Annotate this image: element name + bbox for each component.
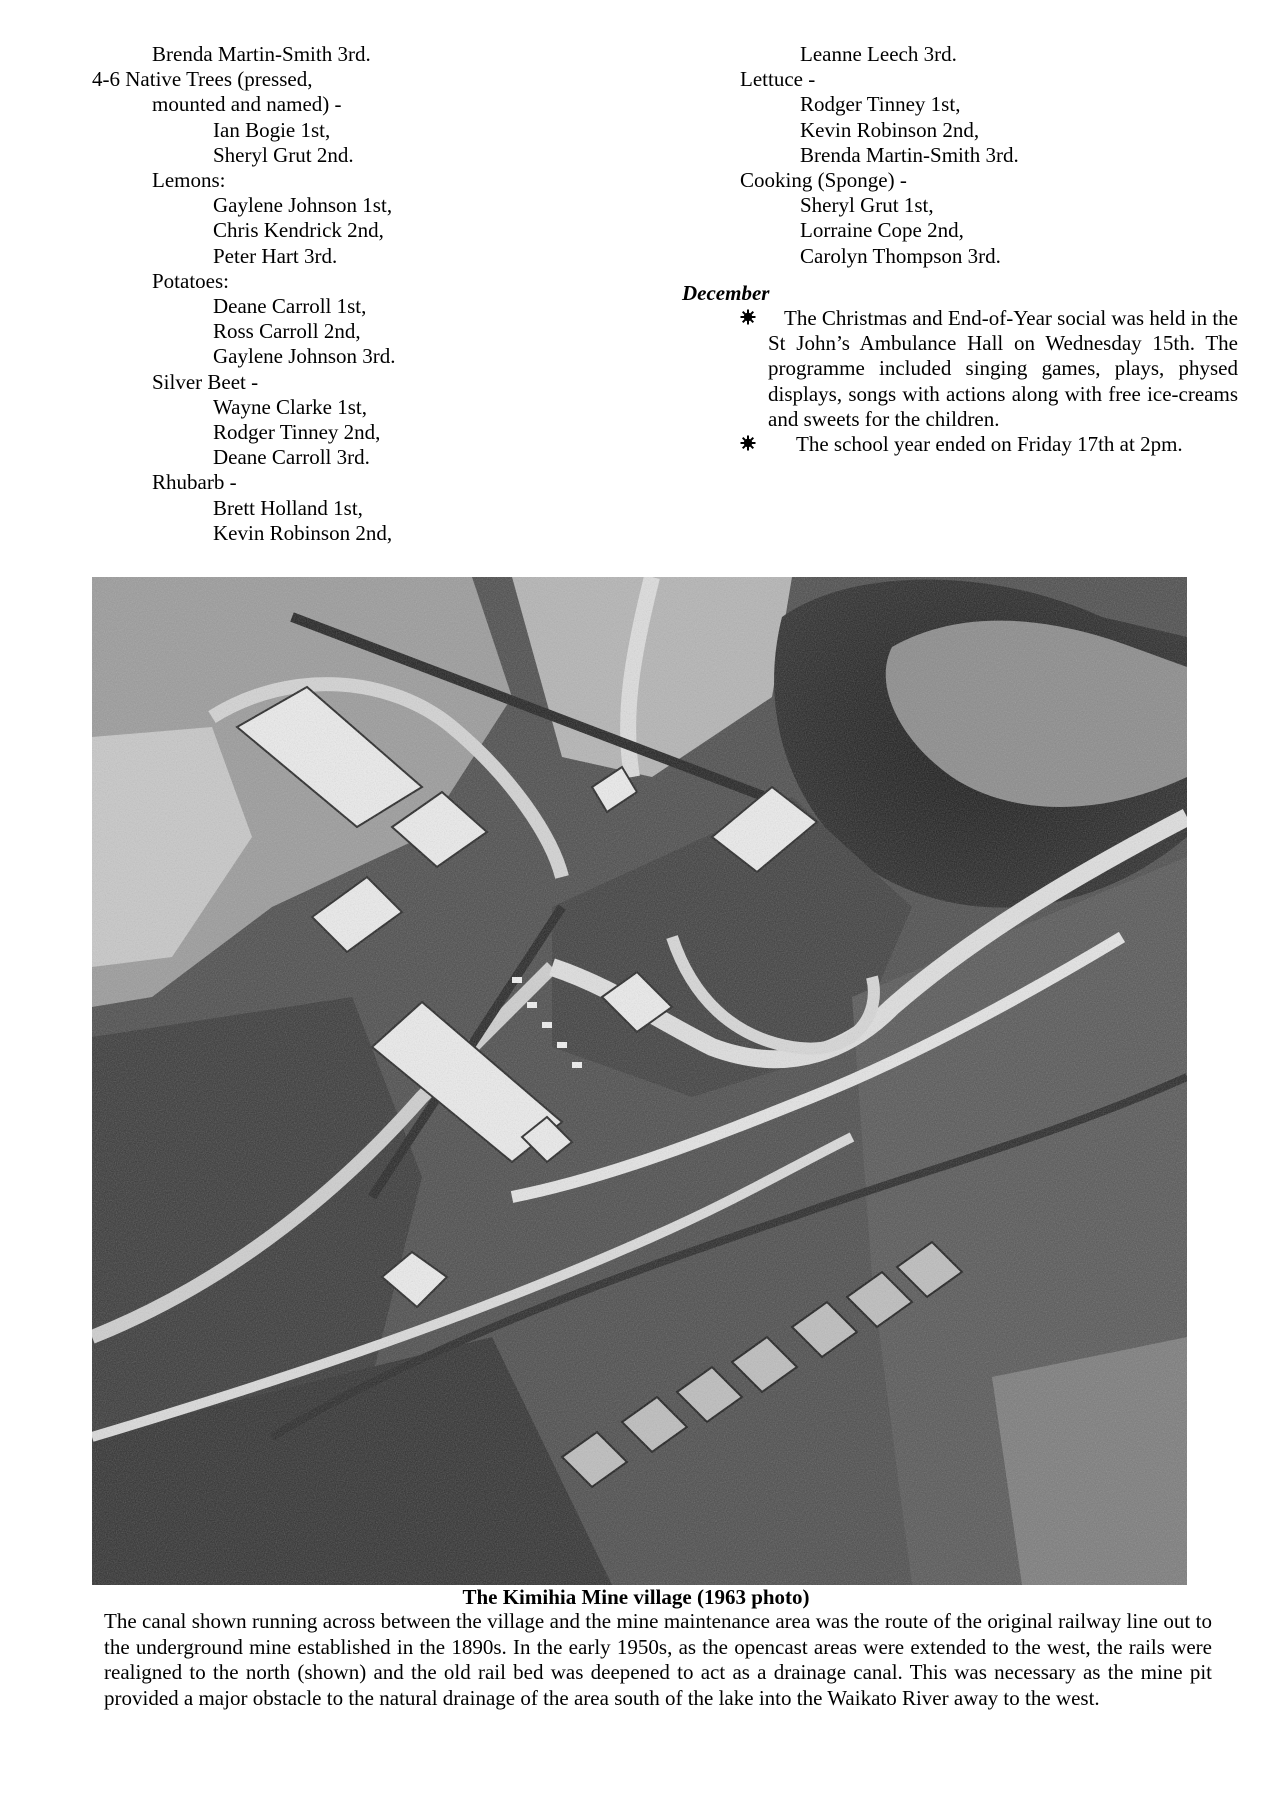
photo-caption-body: The canal shown running across between the village and the mine maintenance area was the route of the original railway line out to the underground mine established in the 1890s. In the early 1950s, as the opencast areas were extended to the west, the rails were realigned to the north (shown) and the old rail bed was deepened to act as a drainage canal. This was necessary as the mine pit provided a major obstacle to the natural drainage of the area south of the lake into the Waikato River away to the west. [104, 1609, 1212, 1710]
category-label: 4-6 Native Trees (pressed, [92, 67, 313, 92]
starburst-bullet-icon [740, 435, 756, 451]
result-entry: Gaylene Johnson 3rd. [213, 344, 396, 369]
photo-caption-title: The Kimihia Mine village (1963 photo) [462, 1585, 810, 1609]
aerial-photo-image [92, 577, 1187, 1585]
result-entry: Wayne Clarke 1st, [213, 394, 368, 419]
category-label: Lemons: [152, 168, 226, 193]
category-label: Brenda Martin-Smith 3rd. [152, 42, 371, 66]
december-bullet [660, 306, 1240, 432]
result-entry: Chris Kendrick 2nd, [213, 218, 384, 243]
december-bullet-text: The school year ended on Friday 17th at 2pm. [796, 432, 1183, 457]
category-label: mounted and named) - [152, 92, 342, 117]
december-bullet-text: The Christmas and End-of-Year social was held in the St John’s Ambulance Hall on Wednesday 15th. The programme included singing games, plays, physed displays, songs with actions along with free ice-creams and sweets for the children. [768, 306, 1238, 431]
category-label: Silver Beet - [152, 369, 259, 394]
category-label: Lettuce - [740, 67, 816, 92]
december-heading: December [682, 280, 770, 305]
result-entry: Peter Hart 3rd. [213, 243, 338, 268]
december-bullet [660, 432, 1240, 457]
result-entry: Kevin Robinson 2nd, [800, 117, 980, 142]
result-entry: Rodger Tinney 1st, [800, 92, 961, 117]
category-label: Cooking (Sponge) - [740, 168, 907, 193]
results-list-right [660, 42, 1240, 457]
result-entry: Brett Holland 1st, [213, 495, 363, 520]
result-entry: Lorraine Cope 2nd, [800, 218, 964, 243]
result-entry: Deane Carroll 1st, [213, 294, 367, 319]
result-entry: Carolyn Thompson 3rd. [800, 243, 1001, 268]
result-entry: Rodger Tinney 2nd, [213, 420, 381, 445]
result-entry: Ian Bogie 1st, [213, 117, 331, 142]
result-entry: Sheryl Grut 2nd. [213, 142, 354, 167]
result-entry: Kevin Robinson 2nd, [213, 520, 393, 545]
category-label: Potatoes: [152, 268, 229, 293]
aerial-photo [92, 577, 1187, 1585]
result-entry: Ross Carroll 2nd, [213, 319, 361, 344]
category-label: Rhubarb - [152, 470, 237, 495]
result-entry: Brenda Martin-Smith 3rd. [800, 142, 1019, 167]
result-entry: Leanne Leech 3rd. [800, 42, 957, 66]
result-entry: Sheryl Grut 1st, [800, 193, 934, 218]
starburst-bullet-icon [740, 309, 756, 325]
result-entry: Deane Carroll 3rd. [213, 445, 370, 470]
result-entry: Gaylene Johnson 1st, [213, 193, 393, 218]
results-list-left [0, 42, 560, 546]
